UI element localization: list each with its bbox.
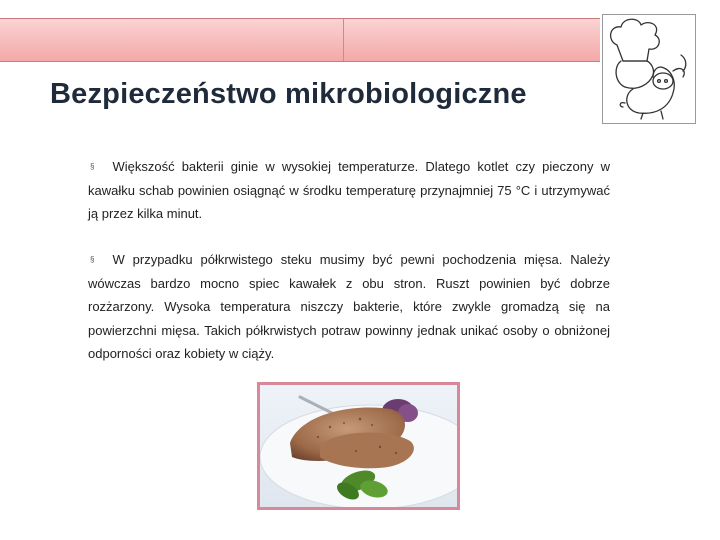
grilled-meat-photo bbox=[257, 382, 460, 510]
slide-title: Bezpieczeństwo mikrobiologiczne bbox=[50, 78, 527, 110]
paragraph-1-text: Większość bakterii ginie w wysokiej temperaturze. Dlatego kotlet czy pieczony w kawałku schab powinien osiągnąć w środku temperaturę przynajmniej 75 °C i utrzymywać ją przez kilka minut. bbox=[88, 159, 610, 221]
paragraph-1 bbox=[88, 155, 610, 226]
bullet-icon: § bbox=[90, 162, 95, 171]
header-bar bbox=[0, 18, 600, 62]
chef-pig-icon bbox=[602, 14, 696, 124]
bullet-icon: § bbox=[90, 255, 95, 264]
paragraph-2-text: W przypadku półkrwistego steku musimy być pewni pochodzenia mięsa. Należy wówczas bardzo mocno spiec kawałek z obu stron. Ruszt powinien być dobrze rozżarzony. Wysoka temperatura niszczy bakterie, które zwykle gromadzą się na powierzchni mięsa. Takich półkrwistych potraw powinny jednak unikać osoby o obniżonej odporności oraz kobiety w ciąży. bbox=[88, 252, 610, 361]
header-divider bbox=[343, 19, 344, 61]
paragraph-2 bbox=[88, 248, 610, 366]
